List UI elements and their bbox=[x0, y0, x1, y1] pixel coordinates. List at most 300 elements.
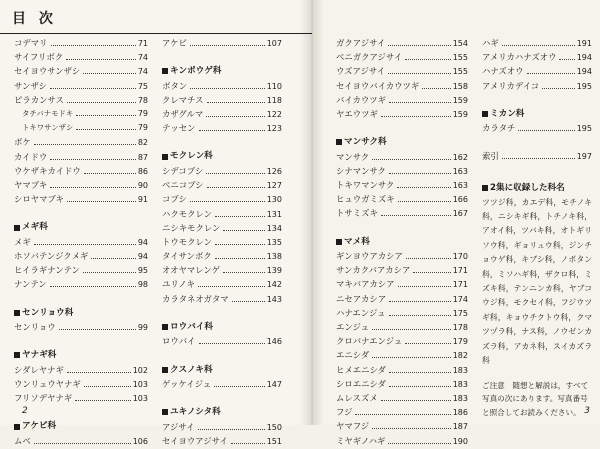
family-name: マメ科 bbox=[344, 236, 370, 247]
entry-page-number: 127 bbox=[266, 181, 282, 191]
entry-page-number: 195 bbox=[576, 124, 592, 134]
dot-leader bbox=[502, 45, 575, 46]
dot-leader bbox=[389, 372, 451, 373]
toc-entry bbox=[336, 249, 468, 263]
toc-entry bbox=[336, 320, 468, 334]
entry-page-number: 103 bbox=[132, 394, 148, 404]
entry-name: ガクアジサイ bbox=[336, 38, 386, 48]
entry-page-number: 179 bbox=[452, 337, 468, 347]
section-gap bbox=[482, 135, 592, 149]
toc-entry bbox=[162, 292, 282, 306]
toc-entry bbox=[482, 149, 592, 163]
entry-name: ユリノキ bbox=[162, 279, 195, 290]
family-heading bbox=[162, 363, 282, 378]
toc-sub-entry bbox=[14, 121, 148, 135]
entry-page-number: 123 bbox=[266, 124, 282, 134]
dot-leader bbox=[206, 173, 265, 174]
entry-name: カイドウ bbox=[14, 151, 48, 162]
entry-page-number: 163 bbox=[452, 166, 468, 176]
entry-page-number: 158 bbox=[452, 81, 468, 91]
toc-entry bbox=[14, 50, 148, 64]
dot-leader bbox=[190, 45, 265, 46]
entry-name: センリョウ bbox=[14, 322, 56, 332]
entry-page-number: 71 bbox=[137, 39, 148, 48]
entry-name: トウモクレン bbox=[162, 236, 213, 247]
dot-leader bbox=[372, 428, 451, 429]
toc-entry bbox=[482, 121, 592, 135]
title-rule bbox=[0, 33, 312, 34]
entry-page-number: 79 bbox=[137, 123, 148, 133]
entry-name: トキワマンサク bbox=[336, 180, 395, 190]
entry-page-number: 102 bbox=[132, 365, 148, 375]
toc-entry bbox=[336, 64, 468, 78]
toc-sub-entry bbox=[14, 107, 148, 121]
entry-page-number: 170 bbox=[452, 252, 468, 262]
toc-entry bbox=[162, 221, 282, 235]
dot-leader bbox=[190, 201, 265, 202]
entry-name: ゲッケイジュ bbox=[162, 379, 212, 389]
page-title: 目 次 bbox=[12, 11, 57, 27]
toc-entry bbox=[14, 320, 148, 334]
entry-page-number: 171 bbox=[452, 266, 468, 276]
entry-page-number: 178 bbox=[452, 323, 468, 332]
dot-leader bbox=[50, 88, 136, 89]
dot-leader bbox=[355, 414, 450, 415]
toc-entry bbox=[14, 263, 148, 277]
entry-page-number: 94 bbox=[137, 251, 148, 261]
toc-entry bbox=[14, 36, 148, 50]
family-name: クスノキ科 bbox=[170, 364, 213, 375]
entry-name: ニセアカシア bbox=[336, 293, 387, 304]
entry-name: ヤマブキ bbox=[14, 179, 48, 190]
family-heading bbox=[14, 419, 148, 434]
entry-name: タチバナモドキ bbox=[22, 108, 74, 118]
right-page bbox=[312, 0, 600, 446]
entry-page-number: 126 bbox=[266, 166, 282, 176]
dot-leader bbox=[67, 372, 131, 373]
family-name: センリョウ科 bbox=[22, 307, 74, 318]
section-gap bbox=[162, 135, 282, 149]
entry-page-number: 82 bbox=[137, 138, 148, 148]
entry-name: サイフリボク bbox=[14, 52, 64, 63]
entry-name: バイカウツギ bbox=[336, 94, 386, 105]
section-gap bbox=[14, 206, 148, 220]
entry-name: セイヨウサンザシ bbox=[14, 66, 81, 77]
entry-name: カラタネオガタマ bbox=[162, 293, 229, 304]
toc-entry bbox=[162, 377, 282, 391]
bullet-square-icon bbox=[14, 352, 20, 358]
toc-entry bbox=[14, 178, 148, 192]
entry-page-number: 186 bbox=[452, 408, 468, 418]
dot-leader bbox=[34, 244, 136, 245]
dot-leader bbox=[397, 187, 450, 188]
section-gap bbox=[162, 391, 282, 405]
entry-name: 索引 bbox=[482, 151, 499, 162]
entry-name: ウンリュウヤナギ bbox=[14, 378, 81, 389]
toc-entry bbox=[14, 377, 148, 391]
entry-page-number: 134 bbox=[266, 223, 282, 233]
toc-entry bbox=[336, 192, 468, 206]
toc-entry bbox=[336, 150, 468, 164]
toc-entry bbox=[336, 391, 468, 405]
entry-name: ニシキモクレン bbox=[162, 222, 221, 233]
entry-page-number: 154 bbox=[452, 39, 468, 48]
entry-name: マンサク bbox=[336, 151, 370, 162]
dot-leader bbox=[34, 443, 131, 444]
entry-name: セイヨウバイカウツギ bbox=[336, 80, 420, 91]
entry-name: シロヤマブキ bbox=[14, 194, 64, 205]
toc-entry bbox=[336, 164, 468, 178]
entry-name: ヤマフジ bbox=[336, 421, 370, 432]
family-name: ユキノシタ科 bbox=[170, 407, 221, 418]
toc-entry bbox=[162, 107, 282, 121]
dot-leader bbox=[232, 301, 265, 302]
toc-entry bbox=[336, 178, 468, 192]
entry-page-number: 155 bbox=[452, 53, 468, 63]
entry-page-number: 155 bbox=[452, 67, 468, 77]
toc-entry bbox=[14, 79, 148, 93]
toc-entry bbox=[162, 207, 282, 221]
entry-page-number: 171 bbox=[452, 280, 468, 290]
volume-2-heading: 2集に収録した科名 bbox=[490, 182, 565, 193]
toc-entry bbox=[14, 150, 148, 164]
family-name: ロウバイ科 bbox=[170, 321, 213, 332]
toc-entry bbox=[14, 277, 148, 291]
entry-page-number: 151 bbox=[266, 436, 282, 446]
dot-leader bbox=[198, 286, 265, 287]
bullet-square-icon bbox=[14, 225, 20, 231]
toc-entry bbox=[336, 363, 468, 377]
entry-page-number: 78 bbox=[137, 95, 148, 105]
family-name: アケビ科 bbox=[22, 421, 57, 432]
entry-name: シナマンサク bbox=[336, 165, 386, 176]
entry-page-number: 122 bbox=[266, 110, 282, 120]
dot-leader bbox=[76, 115, 136, 116]
entry-page-number: 74 bbox=[137, 67, 148, 77]
entry-page-number: 138 bbox=[266, 252, 282, 262]
entry-page-number: 166 bbox=[452, 195, 468, 205]
family-name: マンサク科 bbox=[344, 137, 387, 148]
entry-name: ベニコブシ bbox=[162, 180, 204, 191]
dot-leader bbox=[388, 45, 450, 46]
dot-leader bbox=[50, 286, 136, 287]
toc-entry bbox=[162, 334, 282, 348]
entry-page-number: 130 bbox=[266, 195, 282, 205]
page-number-left: 2 bbox=[22, 406, 28, 416]
bullet-square-icon bbox=[336, 139, 342, 145]
family-heading bbox=[162, 320, 282, 335]
dot-leader bbox=[389, 315, 451, 316]
toc-entry bbox=[162, 121, 282, 135]
entry-page-number: 106 bbox=[132, 436, 148, 446]
entry-name: ボケ bbox=[14, 137, 31, 148]
toc-entry bbox=[162, 249, 282, 263]
dot-leader bbox=[67, 102, 136, 103]
dot-leader bbox=[542, 88, 575, 89]
family-name: モクレン科 bbox=[170, 151, 213, 162]
entry-name: マキバアカシア bbox=[336, 279, 395, 290]
toc-entry bbox=[336, 348, 468, 362]
bullet-square-icon bbox=[162, 68, 168, 74]
toc-entry bbox=[482, 79, 592, 93]
entry-page-number: 162 bbox=[452, 152, 468, 162]
toc-entry bbox=[336, 79, 468, 93]
page-number-right: 3 bbox=[584, 406, 590, 416]
toc-entry bbox=[482, 36, 592, 50]
volume-2-section bbox=[482, 180, 592, 369]
entry-name: ムベ bbox=[14, 435, 31, 446]
dot-leader bbox=[199, 343, 265, 344]
entry-page-number: 103 bbox=[132, 379, 148, 389]
family-heading bbox=[482, 107, 592, 122]
bullet-square-icon bbox=[482, 185, 488, 191]
entry-name: トサミズキ bbox=[336, 208, 378, 219]
dot-leader bbox=[422, 88, 450, 89]
toc-entry bbox=[14, 391, 148, 405]
entry-name: クレマチス bbox=[162, 94, 204, 105]
dot-leader bbox=[502, 158, 575, 159]
toc-entry bbox=[162, 93, 282, 107]
dot-leader bbox=[406, 258, 451, 259]
entry-page-number: 191 bbox=[576, 39, 592, 48]
entry-name: ハクモクレン bbox=[162, 208, 213, 219]
entry-name: サンザシ bbox=[14, 80, 47, 91]
entry-page-number: 187 bbox=[452, 422, 468, 432]
entry-page-number: 118 bbox=[266, 95, 282, 105]
toc-entry bbox=[336, 334, 468, 348]
dot-leader bbox=[527, 73, 575, 74]
section-gap bbox=[336, 221, 468, 235]
entry-page-number: 159 bbox=[452, 109, 468, 119]
entry-name: コデマリ bbox=[14, 38, 48, 48]
dot-leader bbox=[91, 258, 135, 259]
bullet-square-icon bbox=[482, 111, 488, 117]
dot-leader bbox=[84, 386, 131, 387]
dot-leader bbox=[190, 88, 265, 89]
dot-leader bbox=[389, 102, 451, 103]
entry-page-number: 175 bbox=[452, 308, 468, 318]
dot-leader bbox=[207, 187, 265, 188]
entry-name: トキワサンザシ bbox=[22, 123, 74, 133]
family-heading bbox=[14, 220, 148, 235]
family-heading bbox=[162, 149, 282, 164]
entry-name: ホソバテンジクメギ bbox=[14, 250, 89, 261]
dot-leader bbox=[59, 329, 136, 330]
toc-entry bbox=[14, 235, 148, 249]
toc-entry bbox=[14, 164, 148, 178]
toc-column-right-1 bbox=[336, 36, 468, 448]
dot-leader bbox=[67, 201, 136, 202]
entry-name: アケビ bbox=[162, 38, 187, 48]
dot-leader bbox=[83, 272, 136, 273]
entry-name: フリソデヤナギ bbox=[14, 393, 73, 404]
entry-page-number: 150 bbox=[266, 422, 282, 432]
section-gap bbox=[14, 292, 148, 306]
entry-name: シデコブシ bbox=[162, 165, 204, 176]
entry-page-number: 147 bbox=[266, 380, 282, 389]
section-gap bbox=[14, 334, 148, 348]
toc-entry bbox=[336, 419, 468, 433]
dot-leader bbox=[199, 130, 265, 131]
entry-name: シダレヤナギ bbox=[14, 364, 64, 375]
entry-name: ヒイラギナンテン bbox=[14, 265, 80, 276]
entry-page-number: 139 bbox=[266, 266, 282, 276]
entry-name: ウケザキカイドウ bbox=[14, 165, 81, 176]
dot-leader bbox=[398, 201, 451, 202]
entry-name: テッセン bbox=[162, 123, 196, 134]
family-name: メギ科 bbox=[22, 222, 48, 233]
dot-leader bbox=[388, 73, 451, 74]
bullet-square-icon bbox=[14, 424, 20, 430]
family-heading bbox=[14, 306, 148, 321]
family-heading bbox=[162, 405, 282, 420]
entry-name: フジ bbox=[336, 407, 353, 418]
family-heading bbox=[162, 64, 282, 79]
dot-leader bbox=[223, 230, 264, 231]
dot-leader bbox=[389, 173, 451, 174]
toc-entry bbox=[14, 249, 148, 263]
toc-entry bbox=[162, 178, 282, 192]
entry-page-number: 182 bbox=[452, 351, 468, 361]
entry-name: ベニガクアジサイ bbox=[336, 52, 403, 63]
toc-list-right-2 bbox=[482, 36, 592, 164]
toc-entry bbox=[162, 79, 282, 93]
entry-page-number: 194 bbox=[576, 53, 592, 63]
entry-name: ギンヨウアカシア bbox=[336, 251, 403, 262]
entry-page-number: 190 bbox=[452, 436, 468, 446]
dot-leader bbox=[372, 357, 451, 358]
bullet-square-icon bbox=[14, 310, 20, 316]
dot-leader bbox=[206, 116, 264, 117]
entry-page-number: 99 bbox=[137, 323, 148, 332]
dot-leader bbox=[381, 215, 451, 216]
dot-leader bbox=[215, 258, 265, 259]
section-gap bbox=[14, 405, 148, 419]
family-name: ヤナギ科 bbox=[22, 350, 57, 361]
entry-name: ハギ bbox=[482, 38, 499, 48]
dot-leader bbox=[231, 443, 265, 444]
bullet-square-icon bbox=[162, 154, 168, 160]
toc-entry bbox=[336, 306, 468, 320]
toc-entry bbox=[14, 192, 148, 206]
toc-entry bbox=[336, 93, 468, 107]
toc-column-right-2 bbox=[482, 36, 592, 419]
toc-entry bbox=[162, 235, 282, 249]
dot-leader bbox=[214, 386, 265, 387]
family-heading bbox=[336, 235, 468, 250]
dot-leader bbox=[388, 443, 450, 444]
toc-entry bbox=[336, 107, 468, 121]
dot-leader bbox=[389, 301, 451, 302]
section-gap bbox=[162, 50, 282, 64]
toc-column-left-1 bbox=[14, 36, 148, 448]
dot-leader bbox=[398, 286, 451, 287]
toc-entry bbox=[14, 64, 148, 78]
toc-entry bbox=[336, 277, 468, 291]
entry-name: アメリカデイコ bbox=[482, 80, 540, 91]
entry-name: ナンテン bbox=[14, 279, 47, 290]
entry-name: エニシダ bbox=[336, 350, 370, 361]
dot-leader bbox=[405, 343, 450, 344]
toc-entry bbox=[336, 434, 468, 448]
section-gap bbox=[162, 349, 282, 363]
entry-name: ウズアジサイ bbox=[336, 66, 386, 77]
entry-name: ピラカンサス bbox=[14, 94, 64, 105]
entry-page-number: 107 bbox=[266, 39, 282, 48]
entry-page-number: 183 bbox=[452, 393, 468, 403]
entry-page-number: 87 bbox=[137, 152, 148, 162]
entry-name: オオヤマレンゲ bbox=[162, 265, 220, 276]
toc-entry bbox=[482, 50, 592, 64]
family-name: キンポウゲ科 bbox=[170, 66, 222, 77]
toc-column-left-2 bbox=[162, 36, 282, 448]
dot-leader bbox=[84, 173, 136, 174]
toc-entry bbox=[162, 434, 282, 448]
dot-leader bbox=[50, 187, 136, 188]
entry-page-number: 195 bbox=[576, 81, 592, 91]
toc-entry bbox=[162, 263, 282, 277]
entry-page-number: 95 bbox=[137, 266, 148, 276]
entry-page-number: 183 bbox=[452, 365, 468, 375]
toc-entry bbox=[336, 405, 468, 419]
entry-name: クロバナエンジュ bbox=[336, 336, 403, 347]
entry-page-number: 110 bbox=[266, 81, 282, 91]
entry-name: ヒメエニシダ bbox=[336, 364, 386, 375]
entry-name: ムレスズメ bbox=[336, 392, 378, 403]
dot-leader bbox=[198, 429, 265, 430]
dot-leader bbox=[559, 59, 574, 60]
toc-entry bbox=[482, 64, 592, 78]
entry-name: セイヨウアジサイ bbox=[162, 435, 228, 446]
entry-name: エンジュ bbox=[336, 322, 370, 332]
entry-name: ハナズオウ bbox=[482, 66, 524, 77]
entry-name: ヒュウガミズキ bbox=[336, 194, 395, 205]
family-name: ミカン科 bbox=[490, 108, 525, 119]
dot-leader bbox=[381, 400, 451, 401]
family-heading bbox=[14, 348, 148, 363]
entry-name: タイサンボク bbox=[162, 251, 212, 262]
entry-page-number: 197 bbox=[576, 152, 592, 162]
dot-leader bbox=[518, 130, 574, 131]
entry-page-number: 91 bbox=[137, 195, 148, 205]
section-gap bbox=[162, 306, 282, 320]
toc-entry bbox=[336, 263, 468, 277]
toc-entry bbox=[336, 36, 468, 50]
dot-leader bbox=[50, 159, 136, 160]
dot-leader bbox=[83, 73, 136, 74]
section-gap bbox=[482, 93, 592, 107]
entry-name: サンカクバアカシア bbox=[336, 265, 411, 276]
toc-entry bbox=[162, 192, 282, 206]
toc-entry bbox=[336, 206, 468, 220]
toc-entry bbox=[162, 420, 282, 434]
entry-page-number: 143 bbox=[266, 294, 282, 304]
entry-page-number: 75 bbox=[137, 81, 148, 91]
entry-page-number: 98 bbox=[137, 280, 148, 290]
entry-page-number: 183 bbox=[452, 379, 468, 389]
dot-leader bbox=[76, 129, 136, 130]
toc-entry bbox=[162, 164, 282, 178]
volume-2-family-list: ツツジ科，カエデ科，モチノキ科，ニシキギ科，トチノキ科，アオイ科，ツバキ科，オトギリソウ科，ギョリュウ科，ジンチョウゲ科，キブシ科，ノボタン科，ミソハギ科，ザクロ科，ミズキ科，テンニンカ科，ヤブコウジ科，モクセイ科，フジウツギ科，キョウチクトウ科，クマツヅラ科，ナス科，ノウゼンカズラ科，アカネ科，スイカズラ科 bbox=[482, 197, 592, 366]
toc-entry bbox=[14, 363, 148, 377]
entry-page-number: 174 bbox=[452, 294, 468, 304]
dot-leader bbox=[215, 244, 265, 245]
entry-page-number: 159 bbox=[452, 95, 468, 105]
toc-entry bbox=[162, 36, 282, 50]
bullet-square-icon bbox=[162, 367, 168, 373]
toc-entry bbox=[14, 135, 148, 149]
dot-leader bbox=[51, 45, 136, 46]
